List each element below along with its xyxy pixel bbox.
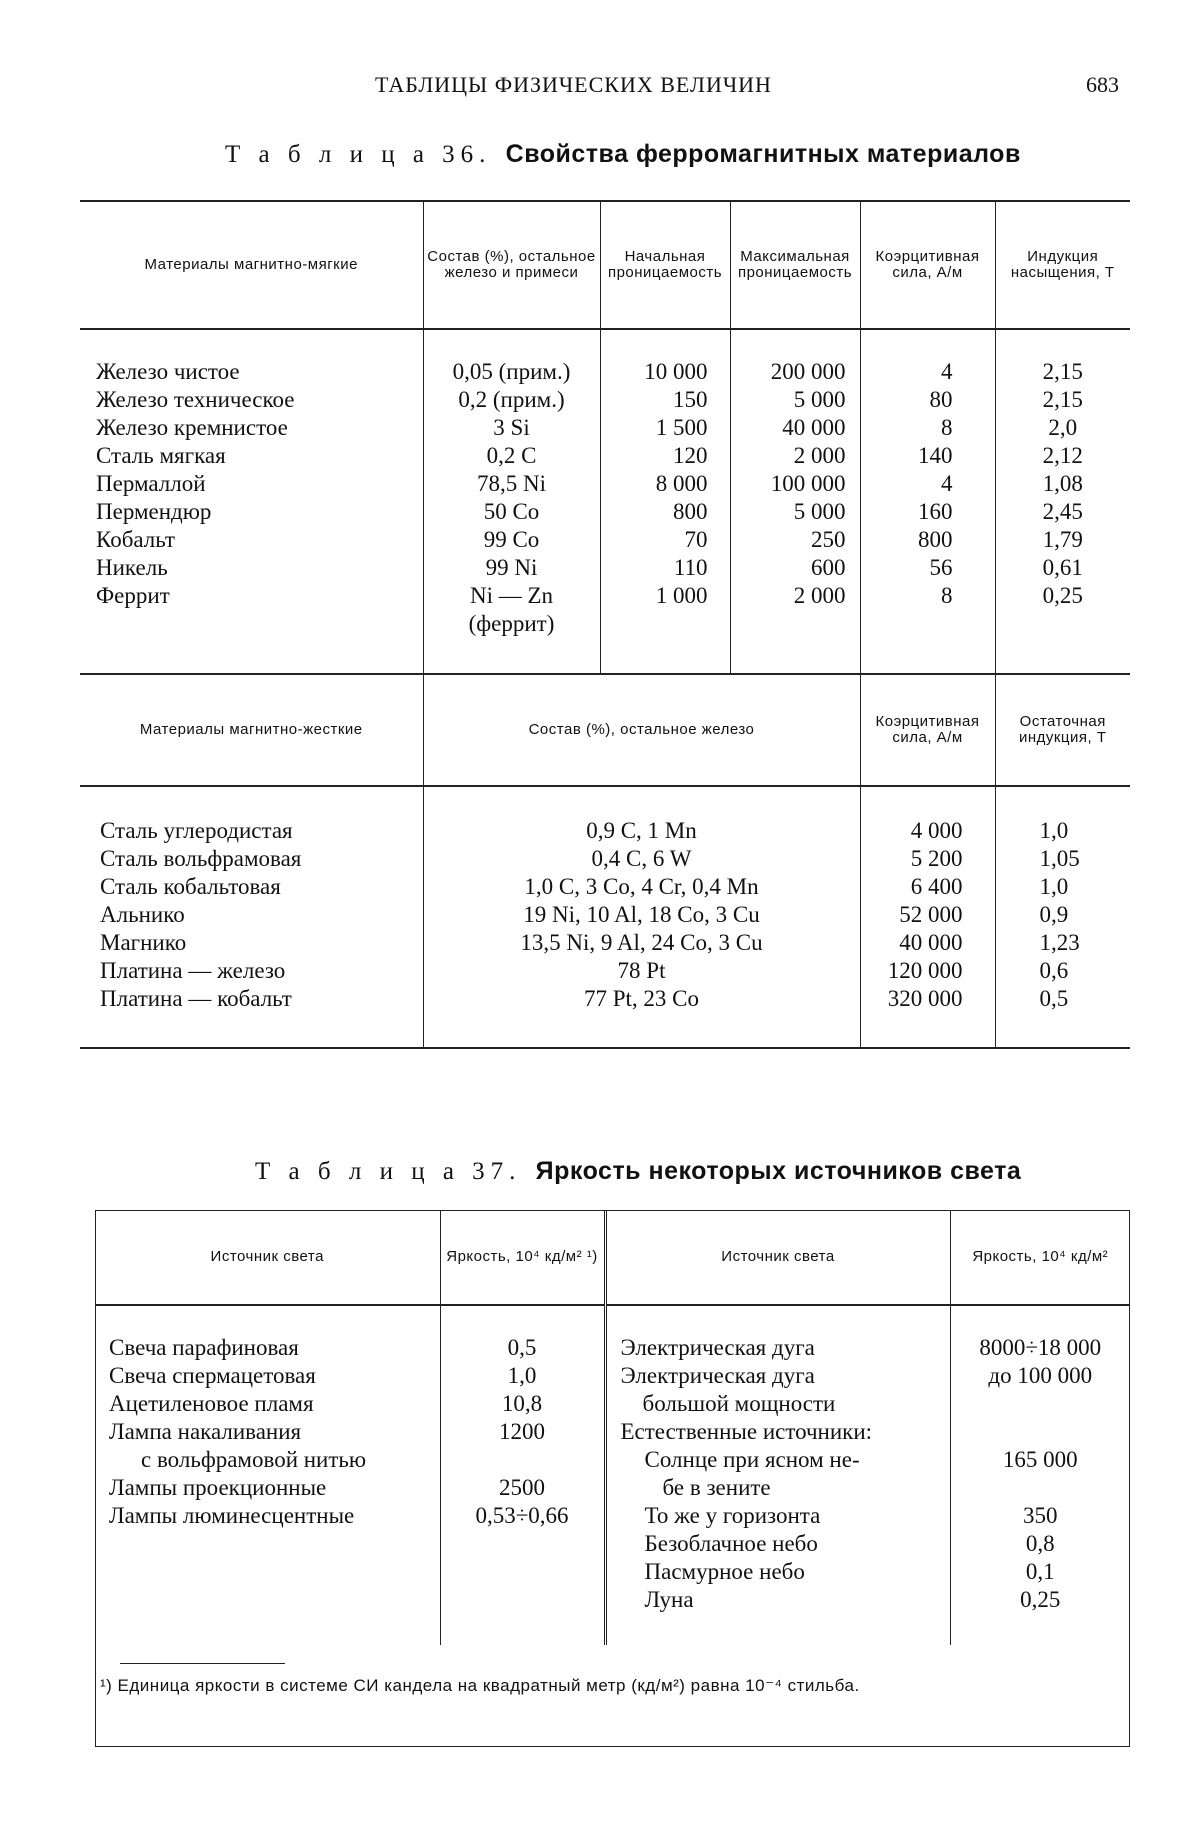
soft-material-cell: Железо техническое — [96, 387, 295, 412]
soft-saturation-cell: 1,08 — [1042, 471, 1083, 496]
table37-label: Т а б л и ц а 37. — [255, 1158, 522, 1185]
left-brightness-cell: 1,0 — [507, 1363, 537, 1388]
soft-composition-cell: 0,2 C — [486, 443, 537, 468]
hard-composition-cell: 13,5 Ni, 9 Al, 24 Co, 3 Cu — [520, 930, 763, 955]
hard-composition-cell: 19 Ni, 10 Al, 18 Co, 3 Cu — [523, 902, 760, 927]
soft-saturation-cell: 2,45 — [1042, 499, 1083, 524]
soft-max-perm-cell: 2 000 — [793, 443, 846, 468]
table36-title: Свойства ферромагнитных материалов — [505, 140, 1021, 168]
soft-composition-cell: Ni — Zn — [469, 583, 554, 608]
right-source-cell: То же у горизонта — [644, 1503, 821, 1528]
soft-max-perm-cell: 5 000 — [793, 499, 846, 524]
table37-col-left-brightness — [440, 1305, 605, 1645]
table37-header: Источник света — [605, 1210, 950, 1305]
hard-remanence-cell: 1,23 — [1039, 930, 1080, 955]
soft-initial-perm-cell: 8 000 — [655, 471, 708, 496]
table36-label: Т а б л и ц а 36. — [225, 141, 492, 168]
left-brightness-cell: 0,53÷0,66 — [475, 1503, 569, 1528]
hard-material-cell: Платина — железо — [100, 958, 286, 983]
soft-composition-cell: 99 Ni — [485, 555, 538, 580]
left-source-cell: Свеча парафиновая — [109, 1335, 299, 1360]
soft-material-cell: Пермаллой — [96, 471, 206, 496]
table36 — [80, 200, 1130, 1049]
table36-soft-header: Максимальная проницаемость — [730, 201, 860, 329]
table36-hard-header-row — [80, 674, 1130, 786]
table36-soft-col-composition — [423, 329, 600, 674]
table36-hard-header: Состав (%), остальное железо — [423, 674, 860, 786]
table36-soft-header: Начальная проницаемость — [600, 201, 730, 329]
table36-soft-header: Состав (%), остальное железо и примеси — [423, 201, 600, 329]
soft-initial-perm-cell: 110 — [673, 555, 708, 580]
soft-max-perm-cell: 250 — [811, 527, 846, 552]
table36-hard-col-coercivity — [860, 786, 995, 1048]
right-source-cell: большой мощности — [642, 1391, 836, 1416]
table36-soft-col-material — [80, 329, 423, 674]
soft-max-perm-cell: 200 000 — [770, 359, 846, 384]
hard-material-cell: Платина — кобальт — [100, 986, 292, 1011]
table37-header-row — [95, 1210, 1130, 1305]
soft-coercivity-cell: 4 — [941, 359, 953, 384]
table37-col-right-source — [605, 1305, 950, 1645]
right-brightness-cell: 0,25 — [1020, 1587, 1061, 1612]
hard-coercivity-cell: 4 000 — [910, 818, 963, 843]
soft-coercivity-cell: 80 — [929, 387, 953, 412]
table37-body — [95, 1305, 1130, 1645]
table36-hard-header: Коэрцитивная сила, А/м — [860, 674, 995, 786]
hard-remanence-cell: 1,0 — [1039, 874, 1069, 899]
soft-initial-perm-cell: 1 500 — [655, 415, 708, 440]
left-source-cell: Свеча спермацетовая — [109, 1363, 316, 1388]
hard-coercivity-cell: 5 200 — [910, 846, 963, 871]
table36-hard-header: Материалы магнитно-жесткие — [139, 721, 363, 738]
right-brightness-cell — [951, 1390, 1131, 1418]
right-brightness-cell: 0,1 — [1025, 1559, 1055, 1584]
table36-soft-header-row — [80, 201, 1130, 329]
table37-title: Яркость некоторых источников света — [535, 1157, 1022, 1185]
hard-composition-cell: 0,9 C, 1 Mn — [586, 818, 697, 843]
right-brightness-cell: 350 — [1023, 1503, 1058, 1528]
soft-saturation-cell: 2,12 — [1042, 443, 1083, 468]
hard-coercivity-cell: 52 000 — [899, 902, 963, 927]
soft-composition-cell: 0,2 (прим.) — [458, 387, 565, 412]
left-brightness-cell: 1200 — [499, 1419, 545, 1444]
running-head — [0, 72, 1200, 112]
right-source-cell: Электрическая дуга — [620, 1363, 815, 1388]
soft-coercivity-cell: 8 — [941, 415, 953, 440]
soft-coercivity-cell: 56 — [929, 555, 953, 580]
table37-header: Яркость, 10⁴ кд/м² ¹) — [440, 1210, 605, 1305]
table36-hard-body — [80, 786, 1130, 1048]
soft-composition-cell: (феррит) — [468, 611, 555, 636]
table36-soft-col-coercivity — [860, 329, 995, 674]
right-brightness-cell — [951, 1418, 1131, 1446]
left-source-cell: Лампа накаливания — [109, 1419, 302, 1444]
hard-composition-cell: 77 Pt, 23 Co — [583, 986, 700, 1011]
soft-saturation-cell: 1,79 — [1042, 527, 1083, 552]
soft-material-cell: Железо кремнистое — [96, 415, 288, 440]
hard-composition-cell: 1,0 C, 3 Co, 4 Cr, 0,4 Mn — [524, 874, 759, 899]
table36-soft-col-saturation — [995, 329, 1130, 674]
soft-material-cell: Железо чистое — [96, 359, 240, 384]
soft-composition-cell: 3 Si — [493, 415, 530, 440]
running-head-title: ТАБЛИЦЫ ФИЗИЧЕСКИХ ВЕЛИЧИН — [375, 72, 772, 97]
soft-max-perm-cell: 100 000 — [770, 471, 846, 496]
soft-coercivity-cell: 800 — [918, 527, 953, 552]
table37-header: Источник света — [210, 1248, 324, 1265]
soft-coercivity-cell: 8 — [941, 583, 953, 608]
soft-material-cell: Кобальт — [96, 527, 175, 552]
soft-material-cell: Пермендюр — [96, 499, 212, 524]
right-brightness-cell — [951, 1474, 1131, 1502]
table37 — [95, 1210, 1130, 1645]
table36-caption — [225, 140, 1021, 169]
table36-hard-col-remanence — [995, 786, 1130, 1048]
left-source-cell: с вольфрамовой нитью — [141, 1447, 367, 1472]
table36-soft-body — [80, 329, 1130, 674]
hard-material-cell: Сталь углеродистая — [100, 818, 293, 843]
right-source-cell: Солнце при ясном не- — [644, 1447, 860, 1472]
page-number: 683 — [1086, 72, 1119, 97]
soft-saturation-cell: 2,0 — [1048, 415, 1078, 440]
table36-soft-col-initial-perm — [600, 329, 730, 674]
soft-composition-cell: 0,05 (прим.) — [452, 359, 571, 384]
table36-soft-header: Материалы магнитно-мягкие — [144, 256, 358, 273]
left-brightness-cell — [441, 1446, 604, 1474]
soft-coercivity-cell: 160 — [918, 499, 953, 524]
right-source-cell: Луна — [644, 1587, 694, 1612]
right-brightness-cell: 165 000 — [1002, 1447, 1078, 1472]
hard-coercivity-cell: 120 000 — [887, 958, 963, 983]
table36-soft-header: Коэрцитивная сила, А/м — [860, 201, 995, 329]
soft-max-perm-cell: 5 000 — [793, 387, 846, 412]
soft-composition-cell: 99 Co — [483, 527, 540, 552]
soft-saturation-cell: 2,15 — [1042, 387, 1083, 412]
right-brightness-cell: 8000÷18 000 — [979, 1335, 1102, 1360]
left-source-cell: Лампы проекционные — [109, 1475, 327, 1500]
soft-material-cell: Никель — [96, 555, 168, 580]
hard-remanence-cell: 0,6 — [1039, 958, 1069, 983]
left-source-cell: Ацетиленовое пламя — [109, 1391, 314, 1416]
table37-caption — [255, 1157, 1021, 1186]
soft-initial-perm-cell: 10 000 — [644, 359, 708, 384]
soft-material-cell: Сталь мягкая — [96, 443, 226, 468]
table37-col-left-source — [95, 1305, 440, 1645]
right-source-cell: Пасмурное небо — [644, 1559, 805, 1584]
soft-max-perm-cell: 600 — [811, 555, 846, 580]
right-source-cell: бе в зените — [662, 1475, 771, 1500]
soft-coercivity-cell: 140 — [918, 443, 953, 468]
table36-hard-col-material — [80, 786, 423, 1048]
hard-coercivity-cell: 320 000 — [887, 986, 963, 1011]
hard-composition-cell: 0,4 C, 6 W — [591, 846, 692, 871]
soft-material-cell: Феррит — [96, 583, 170, 608]
right-brightness-cell: 0,8 — [1025, 1531, 1055, 1556]
soft-initial-perm-cell: 150 — [673, 387, 708, 412]
hard-remanence-cell: 0,9 — [1039, 902, 1069, 927]
hard-material-cell: Сталь вольфрамовая — [100, 846, 302, 871]
table36-hard-header: Остаточная индукция, Т — [995, 674, 1130, 786]
soft-max-perm-cell: 40 000 — [782, 415, 846, 440]
soft-saturation-cell: 0,25 — [1042, 583, 1083, 608]
hard-material-cell: Магнико — [100, 930, 187, 955]
hard-remanence-cell: 0,5 — [1039, 986, 1069, 1011]
soft-coercivity-cell: 4 — [941, 471, 953, 496]
hard-material-cell: Альнико — [100, 902, 185, 927]
table37-col-right-brightness — [950, 1305, 1130, 1645]
hard-material-cell: Сталь кобальтовая — [100, 874, 281, 899]
left-source-cell: Лампы люминесцентные — [109, 1503, 355, 1528]
table37-footnote: ¹) Единица яркости в системе СИ кандела на квадратный метр (кд/м²) равна 10⁻⁴ стильба. — [100, 1676, 860, 1695]
table36-soft-header: Индукция насыщения, Т — [995, 201, 1130, 329]
soft-saturation-cell: 0,61 — [1042, 555, 1083, 580]
right-source-cell: Электрическая дуга — [620, 1335, 815, 1360]
hard-remanence-cell: 1,05 — [1039, 846, 1080, 871]
hard-remanence-cell: 1,0 — [1039, 818, 1069, 843]
soft-initial-perm-cell: 800 — [673, 499, 708, 524]
soft-saturation-cell: 2,15 — [1042, 359, 1083, 384]
right-source-cell: Естественные источники: — [620, 1419, 873, 1444]
soft-composition-cell: 78,5 Ni — [477, 471, 546, 496]
soft-composition-cell: 50 Co — [483, 499, 540, 524]
table36-hard-col-composition — [423, 786, 860, 1048]
soft-initial-perm-cell: 70 — [684, 527, 708, 552]
right-brightness-cell: до 100 000 — [988, 1363, 1093, 1388]
footnote-rule — [120, 1663, 285, 1664]
left-brightness-cell: 2500 — [499, 1475, 545, 1500]
left-brightness-cell: 10,8 — [501, 1391, 543, 1416]
hard-composition-cell: 78 Pt — [617, 958, 666, 983]
hard-coercivity-cell: 40 000 — [899, 930, 963, 955]
right-source-cell: Безоблачное небо — [644, 1531, 818, 1556]
soft-initial-perm-cell: 120 — [673, 443, 708, 468]
table36-soft-col-max-perm — [730, 329, 860, 674]
soft-max-perm-cell: 2 000 — [793, 583, 846, 608]
soft-initial-perm-cell: 1 000 — [655, 583, 708, 608]
table37-header: Яркость, 10⁴ кд/м² — [950, 1210, 1130, 1305]
hard-coercivity-cell: 6 400 — [910, 874, 963, 899]
left-brightness-cell: 0,5 — [507, 1335, 537, 1360]
